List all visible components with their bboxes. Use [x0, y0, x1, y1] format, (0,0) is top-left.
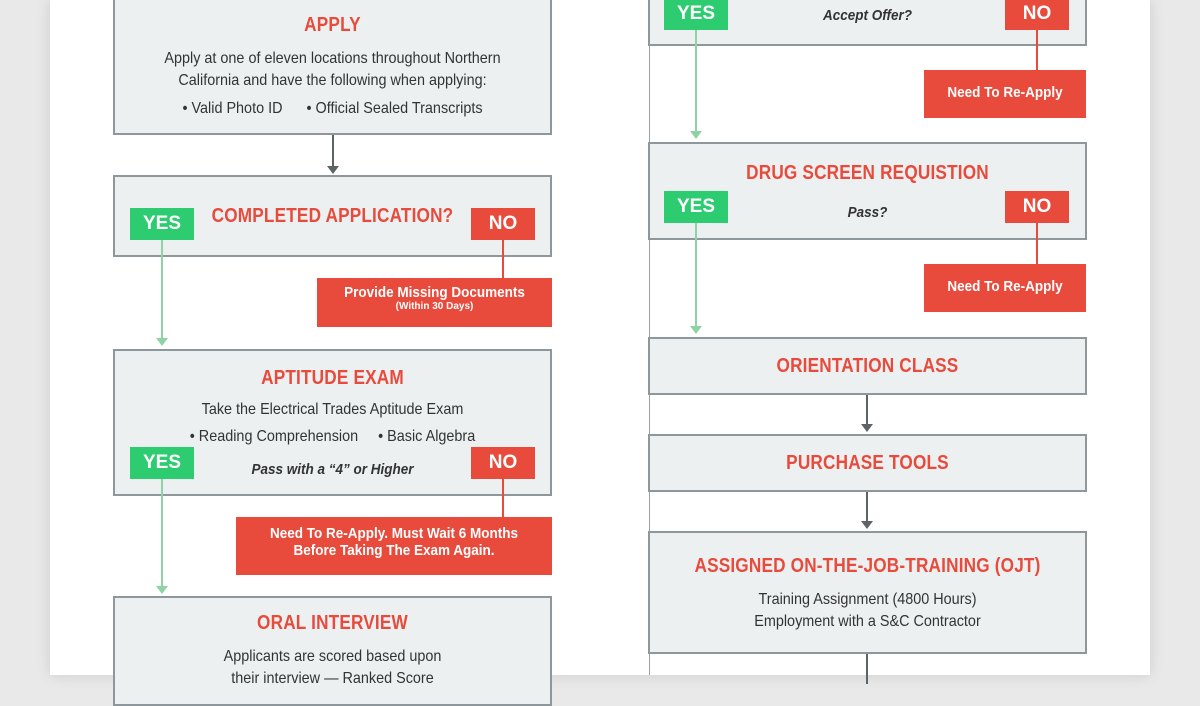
purchase-tools-title: PURCHASE TOOLS — [786, 452, 949, 474]
drug-yes-tag: YES — [664, 191, 728, 223]
yes-connector-line — [695, 30, 697, 131]
drug-no-tag: NO — [1005, 191, 1069, 223]
arrow-down-icon — [861, 521, 873, 529]
bullet-icon: • — [306, 100, 312, 117]
drug-reapply-text: Need To Re-Apply — [947, 278, 1063, 295]
yes-connector-line — [695, 223, 697, 326]
ojt-title: ASSIGNED ON-THE-JOB-TRAINING (OJT) — [694, 555, 1041, 577]
missing-documents-text: Provide Missing Documents — [344, 284, 525, 301]
aptitude-yes-tag: YES — [130, 447, 194, 479]
missing-documents-box — [317, 278, 552, 327]
aptitude-exam-bullets — [137, 426, 529, 448]
aptitude-reapply-box — [236, 517, 552, 575]
no-connector-line — [502, 479, 504, 517]
apply-bullet-transcripts: Official Sealed Transcripts — [315, 100, 483, 117]
accept-offer-question: Accept Offer? — [822, 7, 913, 24]
no-connector-line — [1036, 223, 1038, 264]
apply-step-box — [113, 0, 552, 135]
ojt-line2: Employment with a S&C Contractor — [754, 613, 981, 630]
oral-interview-title: ORAL INTERVIEW — [257, 612, 408, 634]
aptitude-bullet-algebra: Basic Algebra — [387, 428, 476, 445]
drug-screen-question: Pass? — [847, 204, 888, 221]
apply-step-line1: Apply at one of eleven locations throughout Northern — [164, 50, 501, 67]
arrow-down-icon — [327, 166, 339, 174]
apply-step-title: APPLY — [304, 14, 361, 36]
yes-connector-line — [161, 240, 163, 338]
oral-interview-box — [113, 596, 552, 706]
drug-screen-title: DRUG SCREEN REQUISTION — [746, 162, 989, 184]
orientation-class-title: ORIENTATION CLASS — [776, 355, 959, 377]
bullet-icon: • — [378, 428, 384, 445]
offer-reapply-text: Need To Re-Apply — [947, 84, 1063, 101]
missing-documents-subtext: (Within 30 Days) — [395, 301, 474, 312]
offer-no-tag: NO — [1005, 0, 1069, 30]
arrow-down-icon — [156, 586, 168, 594]
completed-yes-tag: YES — [130, 208, 194, 240]
completed-application-title: COMPLETED APPLICATION? — [211, 205, 454, 227]
aptitude-reapply-line2: Before Taking The Exam Again. — [293, 542, 495, 559]
arrow-down-icon — [690, 131, 702, 139]
ojt-line1: Training Assignment (4800 Hours) — [758, 591, 977, 608]
bullet-icon: • — [182, 100, 188, 117]
no-connector-line — [502, 240, 504, 278]
aptitude-no-tag: NO — [471, 447, 535, 479]
completed-no-tag: NO — [471, 208, 535, 240]
flowchart-page — [50, 0, 1150, 687]
arrow-down-icon — [690, 326, 702, 334]
apply-step-bullets — [137, 98, 529, 120]
connector-line — [866, 395, 868, 424]
apply-bullet-photo-id: Valid Photo ID — [191, 100, 283, 117]
bullet-icon: • — [189, 428, 195, 445]
oral-interview-line1: Applicants are scored based upon — [223, 648, 442, 665]
offer-reapply-box — [924, 70, 1086, 118]
ojt-box — [648, 531, 1087, 654]
aptitude-reapply-line1: Need To Re-Apply. Must Wait 6 Months — [269, 525, 519, 542]
arrow-down-icon — [861, 424, 873, 432]
orientation-class-box — [648, 337, 1087, 395]
arrow-down-icon — [156, 338, 168, 346]
aptitude-exam-title: APTITUDE EXAM — [261, 367, 404, 389]
drug-reapply-box — [924, 264, 1086, 312]
oral-interview-line2: their interview — Ranked Score — [231, 670, 434, 687]
aptitude-exam-question: Pass with a “4” or Higher — [251, 461, 414, 478]
aptitude-bullet-reading: Reading Comprehension — [198, 428, 359, 445]
no-connector-line — [1036, 30, 1038, 70]
connector-line — [866, 492, 868, 521]
aptitude-exam-line1: Take the Electrical Trades Aptitude Exam — [201, 401, 464, 418]
offer-yes-tag: YES — [664, 0, 728, 30]
purchase-tools-box — [648, 434, 1087, 492]
yes-connector-line — [161, 479, 163, 586]
connector-line — [332, 135, 334, 166]
apply-step-line2: California and have the following when applying: — [178, 72, 487, 89]
connector-line — [866, 654, 868, 684]
